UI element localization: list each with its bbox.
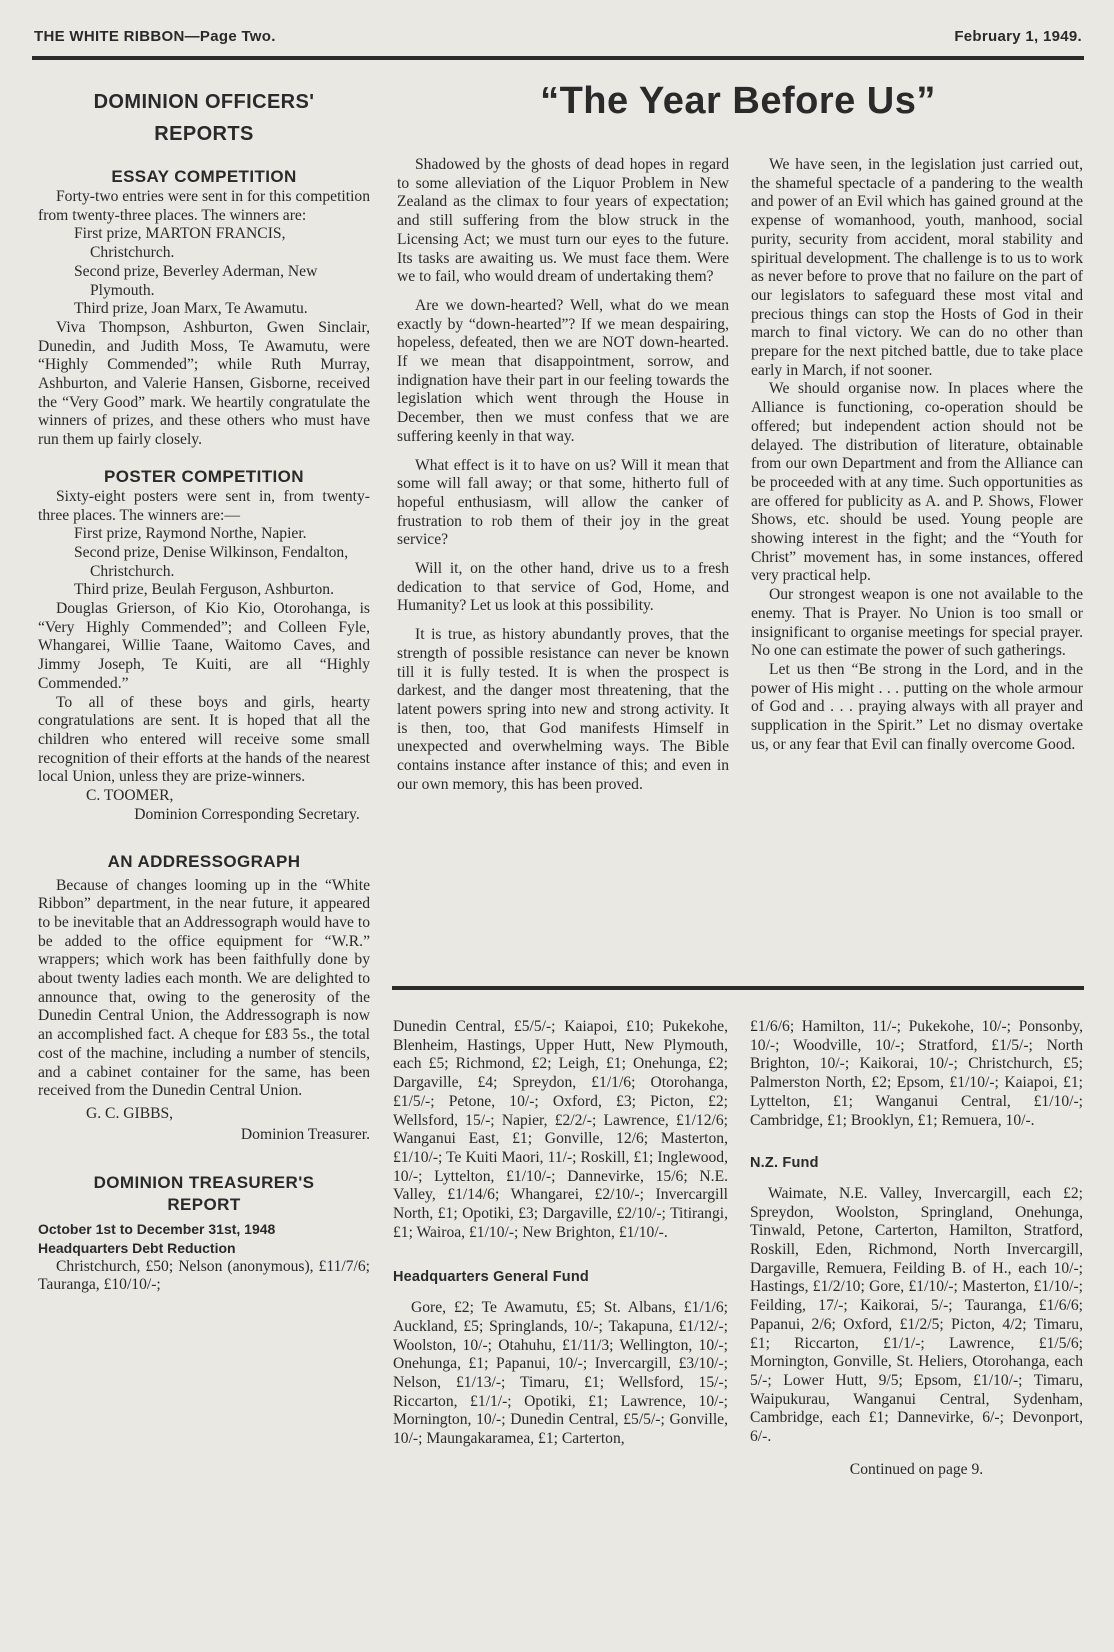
running-header-date: February 1, 1949. bbox=[954, 28, 1082, 45]
poster-body-2: To all of these boys and girls, hearty congratulations are sent. It is hoped that all the children who entered will receive some small recognition of their efforts at the hands of the nearest local Union, unless they are prize-winners. bbox=[38, 693, 370, 786]
funds-column-middle bbox=[393, 1018, 728, 1449]
article-column-2 bbox=[751, 156, 1083, 755]
article-column-1 bbox=[397, 156, 729, 795]
addressograph-signature-title: Dominion Treasurer. bbox=[240, 1125, 370, 1143]
top-rule bbox=[32, 56, 1084, 60]
poster-signature-name: C. TOOMER, bbox=[86, 787, 174, 805]
nz-fund-heading: N.Z. Fund bbox=[750, 1155, 819, 1172]
article-paragraph: We should organise now. In places where the Alliance is functioning, co-operation should be offered; but independent action should not be delayed. The distribution of literature, obtainable from our own Department and from the Alliance can be proceeded with at any time. Such opportunities as are offered for publicity as A. and P. Shows, Flower Shows, etc. should be used. Young people are showing interest in the fight; and the “Youth for Christ” movement has, in some instances, offered very practical help. bbox=[751, 380, 1083, 585]
essay-intro: Forty-two entries were sent in for this competition from twenty-three places. The winners are: bbox=[38, 188, 370, 224]
addressograph-body: Because of changes looming up in the “White Ribbon” department, in the near future, it appeared to be inevitable that an Addressograph would have to be added to the office equipment for “W.R.” wrappers; which work has been faithfully done by about twenty ladies each month. We are delighted to announce that, owing to the generosity of the Dunedin Central Union, the Addressograph is now an accomplished fact. A cheque for £83 5s., the total cost of the machine, including a number of stencils, and a cabinet container for the same, has been received from the Dunedin Central Union. bbox=[38, 876, 370, 1100]
article-paragraph: Shadowed by the ghosts of dead hopes in regard to some alleviation of the Liquor Problem in New Zealand as the climax to four years of expectation; and still suffering from the blow struck in the Licensing Act; we must turn our eyes to the future. Its tasks are awaiting us. We must face them. Were we to fail, who would dream of undertaking them? bbox=[397, 156, 729, 286]
essay-heading: ESSAY COMPETITION bbox=[111, 167, 297, 186]
poster-signature-title: Dominion Corresponding Secretary. bbox=[134, 805, 360, 823]
running-header-left: THE WHITE RIBBON—Page Two. bbox=[34, 28, 276, 45]
poster-heading: POSTER COMPETITION bbox=[104, 466, 304, 486]
essay-body: Viva Thompson, Ashburton, Gwen Sinclair, Dunedin, and Judith Moss, Te Awamutu, were “Highly Commended”; while Ruth Murray, Ashburton, and Valerie Hansen, Gisborne, received the “Very Good” mark. We heartily congratulate the winners of prizes, and these others who must have run them up fairly closely. bbox=[38, 318, 370, 449]
article-paragraph: Let us then “Be strong in the Lord, and in the power of His might . . . putting on the whole armour of God and . . . praying always with all prayer and supplication in the Spirit.” Let no dismay overtake us, or any fear that Evil can finally overcome Good. bbox=[751, 660, 1083, 753]
article-paragraph: It is true, as history abundantly proves, that the strength of possible resistance can never be known till it is fully tested. It is when the prospect is darkest, and the danger most threatening, that the latent powers spring into new and strong activity. It is then, too, that God manifests Himself in unexpected and overwhelming ways. The Bible contains instance after instance of this; and even in our own memory, this has been proved. bbox=[397, 626, 729, 793]
article-paragraph: Are we down-hearted? Well, what do we mean exactly by “down-hearted”? If we mean despairing, hopeless, defeated, then we are NOT down-hearted. If we mean that disappointment, sorrow, and indignation have their part in our feeling towards the legislation which went through the House in December, then we must confess that we are suffering keenly in that way. bbox=[397, 296, 729, 445]
hq-general-fund-heading: Headquarters General Fund bbox=[393, 1269, 589, 1286]
article-paragraph: We have seen, in the legislation just carried out, the shameful spectacle of a pandering to the wealth and power of an Evil which has gained ground at the expense of womanhood, youth, manhood, social purity, security from accident, moral stability and spiritual development. The challenge is to us to work as never before to prove that no failure on the part of our legislators to safeguard these most vital and precious things can stop the Hosts of God in their march to final victory. We can do no other than prepare for the next pitched battle, due to take place early in March, if not sooner. bbox=[751, 156, 1083, 379]
treasurer-body: Christchurch, £50; Nelson (anonymous), £11/7/6; Tauranga, £10/10/-; bbox=[38, 1257, 370, 1294]
essay-prize-list bbox=[38, 225, 370, 319]
funds-column-right bbox=[750, 1018, 1083, 1479]
section-rule bbox=[392, 986, 1084, 990]
article-paragraph: Will it, on the other hand, drive us to a fresh dedication to that service of God, Home, and Humanity? Let us look at this possibility. bbox=[397, 560, 729, 615]
addressograph-heading: AN ADDRESSOGRAPH bbox=[107, 851, 301, 871]
treasurer-subheading: Headquarters Debt Reduction bbox=[38, 1240, 236, 1257]
left-column bbox=[38, 86, 370, 1295]
treasurer-heading: DOMINION TREASURER'S REPORT bbox=[93, 1173, 315, 1215]
nz-fund-list: Waimate, N.E. Valley, Invercargill, each £2; Spreydon, Woolston, Springland, Onehunga, Tinwald, Petone, Carterton, Hamilton, Stratford, Roskill, Eden, Richmond, North Invercargill, Dargaville, Remuera, Feilding B. of H., each 10/-; Hastings, £1/2/10; Gore, £1/10/-; Masterton, £1/10/-; Feilding, 17/-; Kaikorai, 5/-; Tauranga, £1/6/6; Papanui, 2/6; Oxford, £1/2/5; Picton, 4/2; Timaru, £1; Riccarton, £1/1/-; Lawrence, £1/5/6; Mornington, Gonville, St. Heliers, Otorohanga, each 5/-; Lower Hutt, 9/5; Epsom, £1/10/-; Timaru, Waipukurau, Wanganui Central, Sydenham, Cambridge, each £1; Dannevirke, 6/-; Devonport, 6/-. bbox=[750, 1184, 1083, 1446]
treasurer-period: October 1st to December 31st, 1948 bbox=[38, 1221, 276, 1238]
poster-prize-3: Third prize, Beulah Ferguson, Ashburton. bbox=[74, 581, 335, 599]
section-heading-officers: DOMINION OFFICERS' REPORTS bbox=[93, 91, 315, 145]
essay-prize-1: First prize, MARTON FRANCIS, Christchurch. bbox=[74, 225, 286, 262]
hq-general-fund-list-continued: £1/6/6; Hamilton, 11/-; Pukekohe, 10/-; Ponsonby, 10/-; Woodville, 10/-; Stratford, £1/5/-; North Brighton, 10/-; Kaikorai, 10/-; Christchurch, £5; Palmerston North, £2; Epsom, £1/10/-; Kaiapoi, £1; Lyttelton, £1; Wanganui Central, £1/10/-; Cambridge, £1; Brooklyn, £1; Remuera, 10/-. bbox=[750, 1018, 1083, 1129]
continued-note: Continued on page 9. bbox=[849, 1460, 984, 1478]
essay-prize-2: Second prize, Beverley Aderman, New Plymouth. bbox=[74, 262, 318, 299]
poster-intro: Sixty-eight posters were sent in, from twenty-three places. The winners are:— bbox=[38, 487, 370, 524]
poster-prize-list bbox=[38, 525, 370, 600]
article-paragraph: Our strongest weapon is one not available to the enemy. That is Prayer. No Union is too small or insignificant to organise meetings for special prayer. No one can estimate the power of such gatherings. bbox=[751, 586, 1083, 660]
article-title: “The Year Before Us” bbox=[540, 80, 936, 122]
hq-general-fund-list: Gore, £2; Te Awamutu, £5; St. Albans, £1/1/6; Auckland, £5; Springlands, 10/-; Takapuna, £1/12/-; Woolston, 10/-; Otahuhu, £1/11/3; Wellington, 10/-; Onehunga, £1; Papanui, 10/-; Invercargill, £3/10/-; Nelson, £1/13/-; Timaru, £1; Wellsford, 15/-; Riccarton, £1/1/-; Opotiki, £1; Lawrence, 10/-; Mornington, 10/-; Dunedin Central, £5/5/-; Gonville, 10/-; Maungakaramea, £1; Carterton, bbox=[393, 1299, 728, 1448]
article-paragraph: What effect is it to have on us? Will it mean that some will fall away; or that some, hitherto full of hopeful enthusiasm, will allow the canker of frustration to rob them of their joy in the great service? bbox=[397, 456, 729, 549]
poster-body-1: Douglas Grierson, of Kio Kio, Otorohanga, is “Very Highly Commended”; and Colleen Fyle, Whangarei, Willie Taane, Waitomo Caves, and Jimmy Joseph, Te Kuiti, are all “Highly Commended.” bbox=[38, 600, 370, 692]
poster-prize-1: First prize, Raymond Northe, Napier. bbox=[74, 525, 307, 543]
addressograph-signature-name: G. C. GIBBS, bbox=[86, 1104, 174, 1122]
debt-reduction-list-continued: Dunedin Central, £5/5/-; Kaiapoi, £10; Pukekohe, Blenheim, Hastings, Upper Hutt, New Plymouth, each £5; Richmond, £2; Leigh, £1; Onehunga, £2; Dargaville, £4; Spreydon, £1/1/6; Otorohanga, £1/5/-; Petone, 10/-; Oxford, £3; Picton, £2; Wellsford, 15/-; Napier, £2/2/-; Lawrence, £1/12/6; Wanganui East, £1; Gonville, 12/6; Masterton, £1/10/-; Te Kuiti Maori, 11/-; Roskill, £1; Inglewood, 10/-; Lyttelton, £1/10/-; Dannevirke, 15/6; N.E. Valley, £1/14/6; Whangarei, £2/10/-; Invercargill North, £1; Opotiki, £3; Dargaville, £2/10/-; Titirangi, £1; Wairoa, £1/10/-; New Brighton, £1/10/-. bbox=[393, 1018, 728, 1241]
poster-prize-2: Second prize, Denise Wilkinson, Fendalton, Christchurch. bbox=[74, 543, 349, 580]
essay-prize-3: Third prize, Joan Marx, Te Awamutu. bbox=[74, 300, 308, 318]
